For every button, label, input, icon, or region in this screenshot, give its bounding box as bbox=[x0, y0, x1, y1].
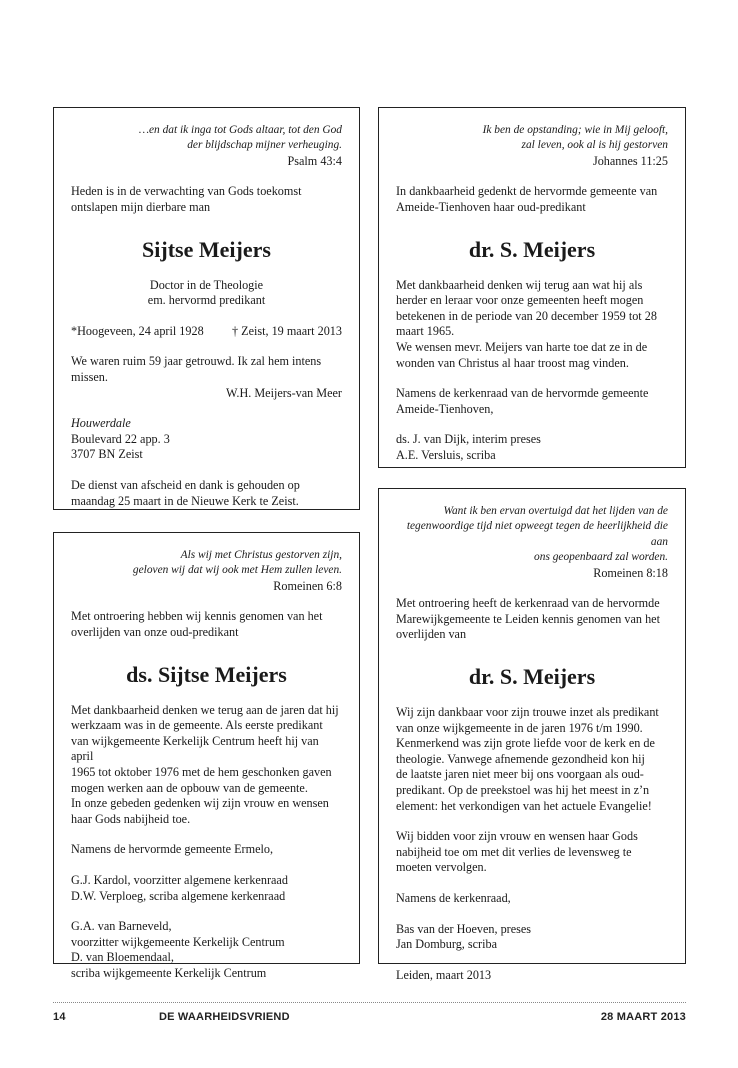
quote-reference: Romeinen 8:18 bbox=[593, 565, 668, 580]
footer-divider bbox=[53, 1002, 686, 1003]
issue-date: 28 MAART 2013 bbox=[600, 1011, 686, 1023]
signers: ds. J. van Dijk, interim preses A.E. Versluis, scriba bbox=[396, 432, 541, 462]
intro-text: Met ontroering heeft de kerkenraad van de hervormde Marewijkgemeente te Leiden kennis genomen van het overlijden van bbox=[396, 596, 660, 642]
council-text: Namens de kerkenraad van de hervormde gemeente Ameide-Tienhoven, bbox=[396, 386, 649, 416]
place-date: Leiden, maart 2013 bbox=[396, 967, 492, 982]
deceased-name: dr. S. Meijers bbox=[468, 236, 596, 262]
address: Houwerdale Boulevard 22 app. 3 3707 BN Zeist bbox=[71, 416, 170, 462]
deceased-name: Sijtse Meijers bbox=[142, 236, 271, 262]
signers: Bas van der Hoeven, preses Jan Domburg, scriba bbox=[396, 921, 532, 952]
body-text: Met dankbaarheid denken we terug aan de jaren dat hij werkzaam was in de gemeente. Als eerste predikant van wijkgemeente Kerkelijk Centrum heeft hij van april 1965 tot oktober 1976 met de hem geschonken gaven mogen werken aan de opbouw van de gemeente. In onze gebeden gedenken wij zijn vrouw en wensen haar Gods nabijheid toe. bbox=[71, 702, 339, 826]
page-number: 14 bbox=[53, 1011, 66, 1023]
bible-quote: Want ik ben ervan overtuigd dat het lijden van de tegenwoordige tijd niet opweegt tegen de heerlijkheid die aan ons geopenbaard zal worden. bbox=[406, 505, 668, 564]
council-text: Namens de kerkenraad, bbox=[396, 890, 511, 905]
quote-reference: Johannes 11:25 bbox=[592, 153, 668, 168]
notice-ermelo bbox=[53, 532, 360, 980]
intro-text: Heden is in de verwachting van Gods toekomst ontslapen mijn dierbare man bbox=[71, 184, 302, 214]
signer: W.H. Meijers-van Meer bbox=[226, 385, 342, 400]
bible-quote: Ik ben de opstanding; wie in Mij gelooft, zal leven, ook al is hij gestorven bbox=[482, 124, 668, 152]
publication-name: DE WAARHEIDSVRIEND bbox=[159, 1011, 290, 1023]
birth-date: *Hoogeveen, 24 april 1928 bbox=[71, 323, 204, 338]
notice-sijtse-meijers-family bbox=[53, 107, 360, 510]
prayer-text: Wij bidden voor zijn vrouw en wensen haar Gods nabijheid toe om met dit verlies de levensweg te moeten vervolgen. bbox=[396, 829, 638, 875]
intro-text: Met ontroering hebben wij kennis genomen van het overlijden van onze oud-predikant bbox=[71, 609, 323, 639]
life-dates bbox=[71, 324, 342, 340]
quote-reference: Psalm 43:4 bbox=[287, 153, 342, 168]
body-text: Met dankbaarheid denken wij terug aan wat hij als herder en leraar voor onze gemeenten heeft mogen betekenen in de periode van 20 december 1959 tot 28 maart 1965. We wensen mevr. Meijers van harte toe dat ze in de wonden van Christus al haar troost mag vinden. bbox=[396, 277, 657, 370]
service-text: De dienst van afscheid en dank is gehouden op maandag 25 maart in de Nieuwe Kerk te Zeist. bbox=[71, 477, 300, 508]
quote-reference: Romeinen 6:8 bbox=[273, 578, 342, 593]
deceased-name: dr. S. Meijers bbox=[468, 664, 596, 689]
signers-ward: G.A. van Barneveld, voorzitter wijkgemeente Kerkelijk Centrum D. van Bloemendaal, scriba wijkgemeente Kerkelijk Centrum bbox=[71, 919, 285, 980]
deceased-name: ds. Sijtse Meijers bbox=[126, 661, 287, 687]
bible-quote: Als wij met Christus gestorven zijn, geloven wij dat wij ook met Hem zullen leven. bbox=[132, 549, 342, 577]
notice-ameide-tienhoven bbox=[378, 107, 686, 468]
council-text: Namens de hervormde gemeente Ermelo, bbox=[71, 842, 274, 857]
notice-leiden-marewijk bbox=[378, 488, 686, 982]
titles: Doctor in de Theologie em. hervormd predikant bbox=[147, 277, 266, 308]
intro-text: In dankbaarheid gedenkt de hervormde gemeente van Ameide-Tienhoven haar oud-predikant bbox=[396, 184, 658, 214]
bible-quote: …en dat ik inga tot Gods altaar, tot den God der blijdschap mijner verheuging. bbox=[138, 124, 342, 152]
death-date: † Zeist, 19 maart 2013 bbox=[231, 323, 342, 338]
signers-general: G.J. Kardol, voorzitter algemene kerkenraad D.W. Verploeg, scriba algemene kerkenraad bbox=[71, 872, 288, 903]
body-text: Wij zijn dankbaar voor zijn trouwe inzet als predikant van onze wijkgemeente in de jaren 1976 t/m 1990. Kenmerkend was zijn grote liefde voor de kerk en de theologie. Vanwege afnemende gezondheid kon hij de laatste jaren niet meer bij ons voorgaan als oud- predikant. Op de preekstoel was hij het meest in z’n element: het verkondigen van het actuele Evangelie! bbox=[396, 705, 659, 813]
marriage-text: We waren ruim 59 jaar getrouwd. Ik zal hem intens missen. bbox=[71, 354, 322, 384]
